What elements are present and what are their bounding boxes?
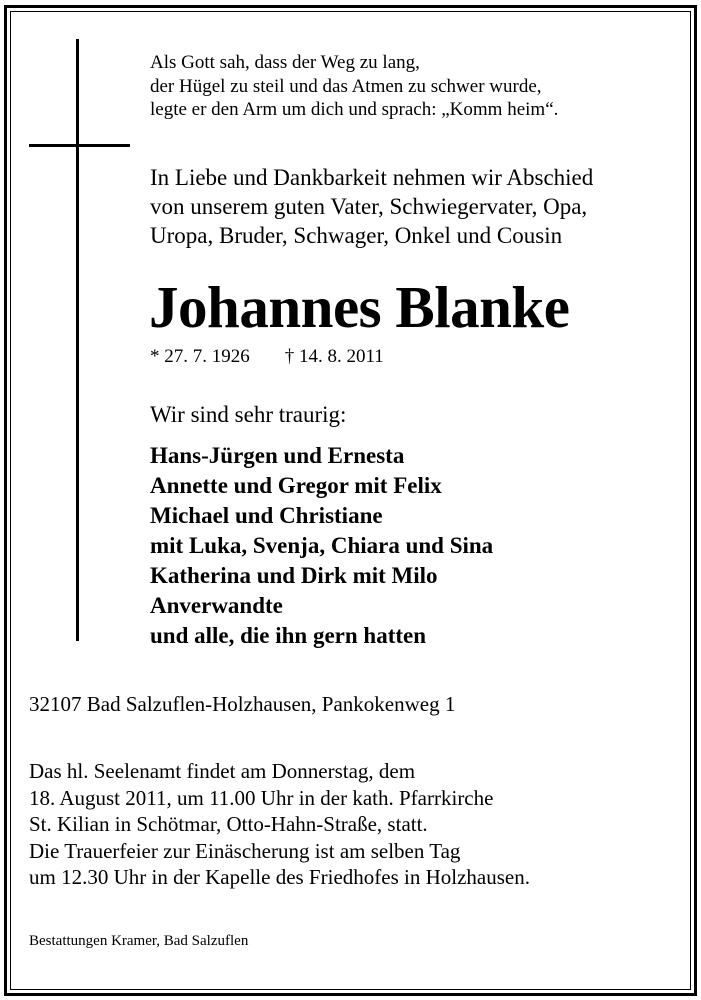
intro-line: Uropa, Bruder, Schwager, Onkel und Cousin (150, 223, 563, 248)
mourner-line: Annette und Gregor mit Felix (150, 473, 442, 498)
mourner-line: mit Luka, Svenja, Chiara und Sina (150, 533, 494, 558)
service-line: Das hl. Seelenamt findet am Donnerstag, dem (29, 759, 416, 783)
service-line: um 12.30 Uhr in der Kapelle des Friedhofes in Holzhausen. (29, 865, 530, 889)
mourner-line: Katherina und Dirk mit Milo (150, 563, 438, 588)
verse (150, 51, 558, 122)
death-date: † 14. 8. 2011 (284, 346, 384, 367)
mourners-list (150, 441, 493, 651)
intro-line: In Liebe und Dankbarkeit nehmen wir Abschied (150, 165, 594, 190)
cross-horizontal-bar (29, 144, 130, 147)
verse-line: der Hügel zu steil und das Atmen zu schwer wurde, (150, 75, 542, 97)
service-line: St. Kilian in Schötmar, Otto-Hahn-Straße, statt. (29, 812, 428, 836)
service-info (29, 758, 530, 891)
service-line: 18. August 2011, um 11.00 Uhr in der kath. Pfarrkirche (29, 785, 494, 810)
mourners-intro: Wir sind sehr traurig: (150, 402, 347, 427)
deceased-name: Johannes Blanke (149, 274, 570, 340)
farewell-intro (150, 163, 593, 250)
intro-line: von unserem guten Vater, Schwiegervater, Opa, (150, 194, 588, 219)
mourner-line: und alle, die ihn gern hatten (150, 623, 427, 648)
birth-date: * 27. 7. 1926 (150, 346, 250, 367)
undertaker: Bestattungen Kramer, Bad Salzuflen (29, 933, 249, 949)
mourner-line: Hans-Jürgen und Ernesta (150, 443, 405, 468)
life-dates (150, 345, 384, 369)
mourner-line: Michael und Christiane (150, 503, 383, 528)
service-line: Die Trauerfeier zur Einäscherung ist am selben Tag (29, 838, 461, 863)
cross-vertical-bar (76, 39, 79, 641)
verse-line: Als Gott sah, dass der Weg zu lang, (150, 52, 420, 73)
verse-line: legte er den Arm um dich und sprach: „Komm heim“. (150, 99, 559, 120)
mourner-line: Anverwandte (150, 593, 283, 618)
address: 32107 Bad Salzuflen-Holzhausen, Pankokenweg 1 (29, 692, 456, 716)
